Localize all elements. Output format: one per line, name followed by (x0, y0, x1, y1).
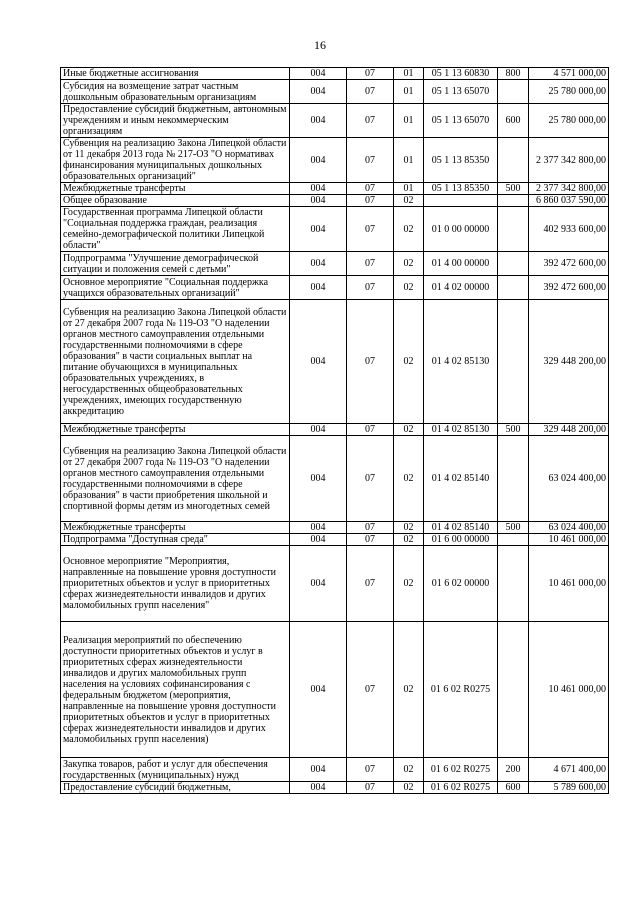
row-grbs-cell: 004 (290, 80, 347, 104)
row-name-cell: Общее образование (61, 195, 290, 207)
table-row (61, 276, 609, 300)
row-expense-type-cell (498, 622, 529, 758)
row-target-article-cell: 05 1 13 65070 (424, 80, 498, 104)
row-expense-type-cell: 500 (498, 424, 529, 436)
row-sum-cell: 392 472 600,00 (529, 252, 609, 276)
table-row (61, 195, 609, 207)
row-section-cell: 07 (347, 207, 394, 252)
row-target-article-cell: 05 1 13 60830 (424, 68, 498, 80)
row-section-cell: 07 (347, 534, 394, 546)
row-name-cell: Государственная программа Липецкой области "Социальная поддержка граждан, реализация семейно-демографической политики Липецкой области" (61, 207, 290, 252)
row-subsection-cell: 02 (394, 276, 424, 300)
row-target-article-cell: 01 4 02 00000 (424, 276, 498, 300)
row-expense-type-cell: 600 (498, 104, 529, 138)
row-subsection-cell: 02 (394, 782, 424, 794)
row-section-cell: 07 (347, 782, 394, 794)
row-grbs-cell: 004 (290, 252, 347, 276)
row-subsection-cell: 01 (394, 138, 424, 183)
table-row (61, 300, 609, 424)
row-expense-type-cell: 200 (498, 758, 529, 782)
row-grbs-cell: 004 (290, 424, 347, 436)
table-row (61, 104, 609, 138)
row-section-cell: 07 (347, 436, 394, 522)
row-section-cell: 07 (347, 68, 394, 80)
row-subsection-cell: 02 (394, 622, 424, 758)
row-section-cell: 07 (347, 522, 394, 534)
table-row (61, 758, 609, 782)
row-sum-cell: 2 377 342 800,00 (529, 183, 609, 195)
table-row (61, 522, 609, 534)
row-subsection-cell: 01 (394, 68, 424, 80)
row-grbs-cell: 004 (290, 546, 347, 622)
budget-table (60, 67, 609, 794)
row-grbs-cell: 004 (290, 276, 347, 300)
row-section-cell: 07 (347, 183, 394, 195)
row-subsection-cell: 02 (394, 424, 424, 436)
row-sum-cell: 25 780 000,00 (529, 80, 609, 104)
page-number: 16 (314, 38, 326, 52)
row-subsection-cell: 02 (394, 207, 424, 252)
row-name-cell: Субвенция на реализацию Закона Липецкой области от 27 декабря 2007 года № 119-ОЗ "О наделении органов местного самоуправления отдельными государственными полномочиями в сфере образования" в части приобретения школьной и спортивной формы детям из многодетных семей (61, 436, 290, 522)
table-row (61, 68, 609, 80)
row-name-cell: Субсидия на возмещение затрат частным дошкольным образовательным организациям (61, 80, 290, 104)
row-subsection-cell: 02 (394, 758, 424, 782)
row-name-cell: Субвенция на реализацию Закона Липецкой области от 27 декабря 2007 года № 119-ОЗ "О наделении органов местного самоуправления отдельными государственными полномочиями в сфере образования" в части социальных выплат на питание обучающихся в муниципальных образовательных учреждениях, в негосударственных общеобразовательных учреждениях, имеющих государственную аккредитацию (61, 300, 290, 424)
row-sum-cell: 4 571 000,00 (529, 68, 609, 80)
row-sum-cell: 392 472 600,00 (529, 276, 609, 300)
row-subsection-cell: 02 (394, 195, 424, 207)
table-row (61, 183, 609, 195)
row-sum-cell: 402 933 600,00 (529, 207, 609, 252)
table-row (61, 782, 609, 794)
row-subsection-cell: 02 (394, 522, 424, 534)
table-row (61, 622, 609, 758)
row-grbs-cell: 004 (290, 68, 347, 80)
row-name-cell: Реализация мероприятий по обеспечению доступности приоритетных объектов и услуг в приоритетных сферах жизнедеятельности инвалидов и других маломобильных групп населения на условиях софинансирования с федеральным бюджетом (мероприятия, направленные на повышение уровня доступности приоритетных объектов и услуг в приоритетных сферах жизнедеятельности инвалидов и других маломобильных групп населения) (61, 622, 290, 758)
row-expense-type-cell: 500 (498, 522, 529, 534)
row-sum-cell: 4 671 400,00 (529, 758, 609, 782)
row-subsection-cell: 02 (394, 546, 424, 622)
row-target-article-cell: 01 6 02 R0275 (424, 782, 498, 794)
row-expense-type-cell (498, 436, 529, 522)
table-row (61, 252, 609, 276)
table-row (61, 436, 609, 522)
row-grbs-cell: 004 (290, 195, 347, 207)
row-name-cell: Предоставление субсидий бюджетным, автономным учреждениям и иным некоммерческим организациям (61, 104, 290, 138)
table-row (61, 534, 609, 546)
row-name-cell: Межбюджетные трансферты (61, 424, 290, 436)
row-target-article-cell: 01 4 00 00000 (424, 252, 498, 276)
row-grbs-cell: 004 (290, 522, 347, 534)
row-expense-type-cell (498, 80, 529, 104)
table-row (61, 207, 609, 252)
row-sum-cell: 10 461 000,00 (529, 622, 609, 758)
table-row (61, 138, 609, 183)
row-target-article-cell: 01 4 02 85130 (424, 300, 498, 424)
row-expense-type-cell (498, 195, 529, 207)
row-name-cell: Межбюджетные трансферты (61, 522, 290, 534)
row-section-cell: 07 (347, 424, 394, 436)
row-name-cell: Основное мероприятие "Мероприятия, направленные на повышение уровня доступности приоритетных объектов и услуг в приоритетных сферах жизнедеятельности инвалидов и других маломобильных групп населения" (61, 546, 290, 622)
row-expense-type-cell (498, 534, 529, 546)
row-grbs-cell: 004 (290, 622, 347, 758)
row-target-article-cell: 01 0 00 00000 (424, 207, 498, 252)
row-section-cell: 07 (347, 195, 394, 207)
row-name-cell: Иные бюджетные ассигнования (61, 68, 290, 80)
row-expense-type-cell: 600 (498, 782, 529, 794)
row-expense-type-cell (498, 252, 529, 276)
row-target-article-cell: 01 6 02 R0275 (424, 758, 498, 782)
row-target-article-cell (424, 195, 498, 207)
row-target-article-cell: 05 1 13 85350 (424, 138, 498, 183)
row-subsection-cell: 01 (394, 80, 424, 104)
row-grbs-cell: 004 (290, 436, 347, 522)
row-target-article-cell: 01 6 00 00000 (424, 534, 498, 546)
row-target-article-cell: 01 6 02 00000 (424, 546, 498, 622)
row-subsection-cell: 02 (394, 300, 424, 424)
row-subsection-cell: 02 (394, 252, 424, 276)
row-sum-cell: 63 024 400,00 (529, 436, 609, 522)
row-target-article-cell: 01 4 02 85140 (424, 436, 498, 522)
row-section-cell: 07 (347, 758, 394, 782)
row-section-cell: 07 (347, 622, 394, 758)
row-name-cell: Субвенция на реализацию Закона Липецкой области от 11 декабря 2013 года № 217-ОЗ "О нормативах финансирования муниципальных дошкольных образовательных организаций" (61, 138, 290, 183)
row-sum-cell: 5 789 600,00 (529, 782, 609, 794)
row-section-cell: 07 (347, 300, 394, 424)
budget-table-body (61, 68, 609, 794)
row-expense-type-cell (498, 300, 529, 424)
row-section-cell: 07 (347, 104, 394, 138)
row-grbs-cell: 004 (290, 138, 347, 183)
row-grbs-cell: 004 (290, 534, 347, 546)
row-subsection-cell: 02 (394, 534, 424, 546)
row-target-article-cell: 01 4 02 85130 (424, 424, 498, 436)
row-expense-type-cell (498, 546, 529, 622)
row-sum-cell: 63 024 400,00 (529, 522, 609, 534)
table-row (61, 424, 609, 436)
row-section-cell: 07 (347, 276, 394, 300)
row-name-cell: Предоставление субсидий бюджетным, (61, 782, 290, 794)
row-grbs-cell: 004 (290, 183, 347, 195)
row-grbs-cell: 004 (290, 207, 347, 252)
row-section-cell: 07 (347, 546, 394, 622)
row-expense-type-cell (498, 276, 529, 300)
row-name-cell: Подпрограмма "Доступная среда" (61, 534, 290, 546)
row-grbs-cell: 004 (290, 300, 347, 424)
table-row (61, 80, 609, 104)
row-expense-type-cell (498, 207, 529, 252)
row-target-article-cell: 01 6 02 R0275 (424, 622, 498, 758)
row-sum-cell: 2 377 342 800,00 (529, 138, 609, 183)
row-name-cell: Подпрограмма "Улучшение демографической ситуации и положения семей с детьми" (61, 252, 290, 276)
row-subsection-cell: 01 (394, 104, 424, 138)
row-section-cell: 07 (347, 138, 394, 183)
row-target-article-cell: 05 1 13 65070 (424, 104, 498, 138)
table-row (61, 546, 609, 622)
row-expense-type-cell (498, 138, 529, 183)
row-name-cell: Закупка товаров, работ и услуг для обеспечения государственных (муниципальных) нужд (61, 758, 290, 782)
row-section-cell: 07 (347, 80, 394, 104)
row-subsection-cell: 02 (394, 436, 424, 522)
row-expense-type-cell: 800 (498, 68, 529, 80)
row-sum-cell: 10 461 000,00 (529, 534, 609, 546)
row-grbs-cell: 004 (290, 104, 347, 138)
row-section-cell: 07 (347, 252, 394, 276)
row-name-cell: Основное мероприятие "Социальная поддержка учащихся образовательных организаций" (61, 276, 290, 300)
row-sum-cell: 329 448 200,00 (529, 424, 609, 436)
row-expense-type-cell: 500 (498, 183, 529, 195)
row-sum-cell: 25 780 000,00 (529, 104, 609, 138)
row-name-cell: Межбюджетные трансферты (61, 183, 290, 195)
row-sum-cell: 10 461 000,00 (529, 546, 609, 622)
row-target-article-cell: 05 1 13 85350 (424, 183, 498, 195)
row-subsection-cell: 01 (394, 183, 424, 195)
row-target-article-cell: 01 4 02 85140 (424, 522, 498, 534)
row-sum-cell: 329 448 200,00 (529, 300, 609, 424)
row-grbs-cell: 004 (290, 782, 347, 794)
row-grbs-cell: 004 (290, 758, 347, 782)
row-sum-cell: 6 860 037 590,00 (529, 195, 609, 207)
